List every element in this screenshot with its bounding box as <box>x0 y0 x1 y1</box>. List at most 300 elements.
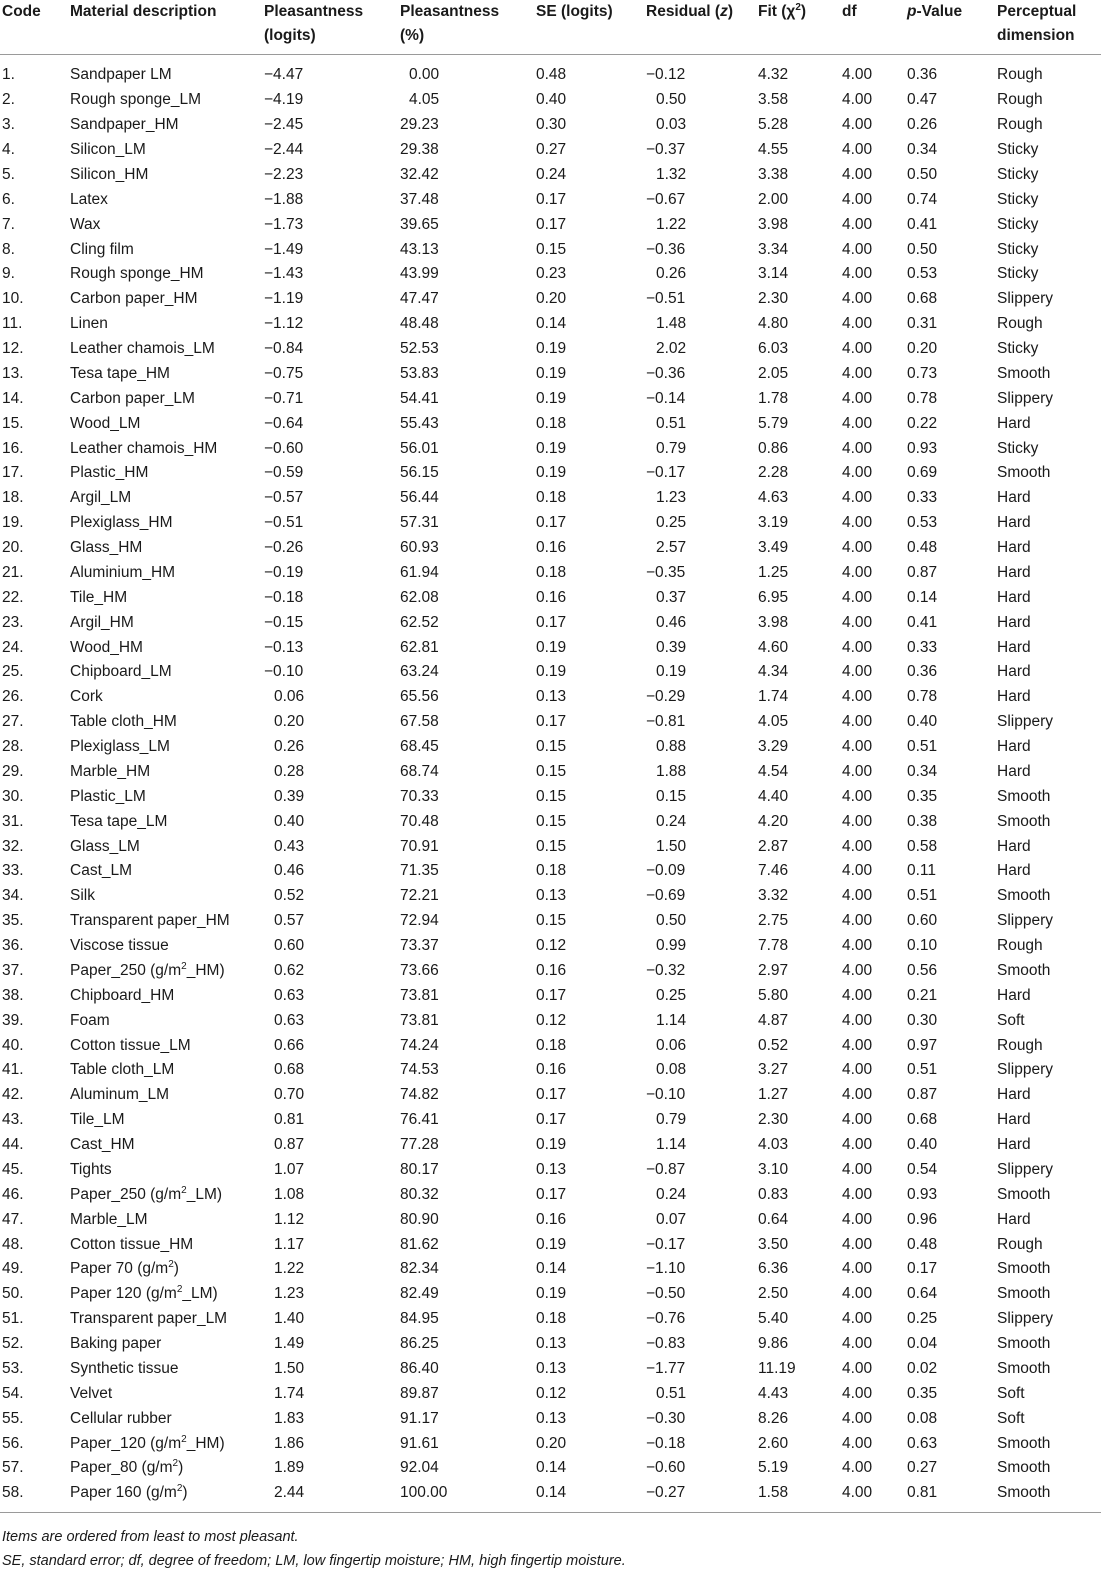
cell-fit-chi2: 3.38 <box>758 165 789 183</box>
cell-pleasantness-percent: 71.35 <box>400 862 439 880</box>
cell-perceptual-dimension: Hard <box>997 1210 1031 1228</box>
cell-perceptual-dimension: Slippery <box>997 912 1053 930</box>
cell-material-description: Cotton tissue_LM <box>70 1036 191 1054</box>
header-pleasantness-percent: Pleasantness (%) <box>400 3 500 44</box>
cell-code: 10. <box>2 290 24 308</box>
cell-material-description: Cellular rubber <box>70 1409 172 1427</box>
cell-material-description: Marble_LM <box>70 1210 148 1228</box>
cell-fit-chi2: 5.28 <box>758 116 789 134</box>
cell-pleasantness-logits: 1.49 <box>274 1335 305 1353</box>
table-row <box>0 1357 1101 1382</box>
cell-fit-chi2: 7.78 <box>758 937 789 955</box>
table-row <box>0 1133 1101 1158</box>
cell-residual-z: −0.17 <box>646 464 686 482</box>
cell-se-logits: 0.13 <box>536 1335 567 1353</box>
cell-pleasantness-percent: 65.56 <box>400 688 439 706</box>
table-row <box>0 1033 1101 1058</box>
table-row <box>0 1108 1101 1133</box>
table-row <box>0 1083 1101 1108</box>
cell-material-description: Tights <box>70 1160 112 1178</box>
cell-fit-chi2: 3.32 <box>758 887 789 905</box>
cell-pleasantness-percent: 100.00 <box>400 1484 448 1502</box>
table-row <box>0 1207 1101 1232</box>
cell-material-description: Sandpaper LM <box>70 66 172 84</box>
cell-code: 42. <box>2 1086 24 1104</box>
cell-df: 4.00 <box>842 190 873 208</box>
cell-fit-chi2: 4.32 <box>758 66 789 84</box>
cell-p-value: 0.10 <box>907 937 938 955</box>
cell-fit-chi2: 0.52 <box>758 1036 789 1054</box>
cell-perceptual-dimension: Smooth <box>997 1484 1051 1502</box>
cell-se-logits: 0.12 <box>536 937 567 955</box>
table-row <box>0 312 1101 337</box>
cell-df: 4.00 <box>842 290 873 308</box>
cell-material-description: Plastic_HM <box>70 464 149 482</box>
cell-se-logits: 0.19 <box>536 464 567 482</box>
table-row <box>0 1406 1101 1431</box>
cell-df: 4.00 <box>842 862 873 880</box>
cell-perceptual-dimension: Slippery <box>997 1310 1053 1328</box>
cell-p-value: 0.30 <box>907 1011 938 1029</box>
table-row <box>0 585 1101 610</box>
table-row <box>0 834 1101 859</box>
cell-df: 4.00 <box>842 663 873 681</box>
cell-material-description: Baking paper <box>70 1335 162 1353</box>
cell-se-logits: 0.12 <box>536 1384 567 1402</box>
table-row <box>0 1282 1101 1307</box>
cell-pleasantness-logits: 0.63 <box>274 1011 305 1029</box>
cell-p-value: 0.78 <box>907 688 938 706</box>
cell-perceptual-dimension: Smooth <box>997 1335 1051 1353</box>
cell-code: 14. <box>2 389 24 407</box>
cell-residual-z: 0.15 <box>656 787 687 805</box>
cell-pleasantness-percent: 62.81 <box>400 638 439 656</box>
cell-material-description: Marble_HM <box>70 762 151 780</box>
cell-material-description: Aluminium_HM <box>70 563 176 581</box>
cell-p-value: 0.33 <box>907 489 938 507</box>
cell-pleasantness-logits: 1.22 <box>274 1260 305 1278</box>
cell-fit-chi2: 5.40 <box>758 1310 789 1328</box>
cell-se-logits: 0.17 <box>536 215 567 233</box>
cell-pleasantness-percent: 91.17 <box>400 1409 439 1427</box>
cell-p-value: 0.51 <box>907 1061 938 1079</box>
header-p-value: p-Value <box>907 3 963 20</box>
cell-df: 4.00 <box>842 688 873 706</box>
cell-fit-chi2: 1.78 <box>758 389 789 407</box>
cell-pleasantness-percent: 73.66 <box>400 961 439 979</box>
cell-code: 17. <box>2 464 24 482</box>
cell-code: 39. <box>2 1011 24 1029</box>
cell-pleasantness-logits: 0.81 <box>274 1111 305 1129</box>
table-row <box>0 959 1101 984</box>
cell-pleasantness-percent: 72.21 <box>400 887 439 905</box>
cell-fit-chi2: 5.19 <box>758 1459 789 1477</box>
cell-perceptual-dimension: Smooth <box>997 464 1051 482</box>
cell-code: 19. <box>2 514 24 532</box>
cell-p-value: 0.36 <box>907 663 938 681</box>
cell-residual-z: −0.17 <box>646 1235 686 1253</box>
cell-fit-chi2: 3.10 <box>758 1160 789 1178</box>
cell-code: 37. <box>2 961 24 979</box>
cell-fit-chi2: 4.20 <box>758 812 789 830</box>
cell-pleasantness-percent: 62.08 <box>400 588 439 606</box>
cell-df: 4.00 <box>842 563 873 581</box>
cell-residual-z: −0.14 <box>646 389 686 407</box>
cell-perceptual-dimension: Smooth <box>997 364 1051 382</box>
cell-fit-chi2: 4.80 <box>758 315 789 333</box>
cell-df: 4.00 <box>842 1111 873 1129</box>
table-row <box>0 362 1101 387</box>
cell-p-value: 0.40 <box>907 713 938 731</box>
cell-df: 4.00 <box>842 1459 873 1477</box>
cell-fit-chi2: 4.87 <box>758 1011 789 1029</box>
cell-fit-chi2: 3.98 <box>758 613 789 631</box>
cell-fit-chi2: 1.27 <box>758 1086 789 1104</box>
cell-code: 27. <box>2 713 24 731</box>
cell-perceptual-dimension: Hard <box>997 738 1031 756</box>
cell-p-value: 0.14 <box>907 588 938 606</box>
cell-p-value: 0.35 <box>907 1384 938 1402</box>
cell-residual-z: −0.87 <box>646 1160 686 1178</box>
cell-df: 4.00 <box>842 912 873 930</box>
cell-pleasantness-percent: 57.31 <box>400 514 439 532</box>
cell-se-logits: 0.15 <box>536 240 567 258</box>
table-row <box>0 760 1101 785</box>
footnote-order: Items are ordered from least to most pleasant. <box>2 1529 299 1545</box>
cell-p-value: 0.04 <box>907 1335 938 1353</box>
cell-fit-chi2: 2.30 <box>758 290 789 308</box>
cell-pleasantness-percent: 55.43 <box>400 414 439 432</box>
cell-code: 49. <box>2 1260 24 1278</box>
cell-perceptual-dimension: Rough <box>997 1235 1043 1253</box>
cell-pleasantness-logits: 2.44 <box>274 1484 305 1502</box>
cell-fit-chi2: 9.86 <box>758 1335 789 1353</box>
cell-material-description: Paper_250 $(g/m^2\_HM)$ <box>70 960 225 979</box>
table-row <box>0 1456 1101 1481</box>
cell-pleasantness-logits: 1.86 <box>274 1434 305 1452</box>
header-residual-z: Residual (z) <box>646 3 733 20</box>
cell-code: 13. <box>2 364 24 382</box>
cell-pleasantness-logits: 1.07 <box>274 1160 305 1178</box>
cell-material-description: Cast_LM <box>70 862 133 880</box>
cell-se-logits: 0.14 <box>536 1260 567 1278</box>
cell-df: 4.00 <box>842 937 873 955</box>
cell-fit-chi2: 2.87 <box>758 837 789 855</box>
cell-df: 4.00 <box>842 91 873 109</box>
cell-code: 31. <box>2 812 24 830</box>
cell-perceptual-dimension: Hard <box>997 489 1031 507</box>
cell-material-description: Rough sponge_LM <box>70 91 201 109</box>
cell-material-description: Tile_LM <box>70 1111 125 1129</box>
cell-residual-z: 1.48 <box>656 315 687 333</box>
cell-df: 4.00 <box>842 414 873 432</box>
cell-material-description: Wood_LM <box>70 414 141 432</box>
cell-residual-z: −0.12 <box>646 66 686 84</box>
cell-fit-chi2: 4.03 <box>758 1136 789 1154</box>
cell-df: 4.00 <box>842 215 873 233</box>
cell-material-description: Wood_HM <box>70 638 143 656</box>
cell-material-description: Argil_HM <box>70 613 134 631</box>
cell-code: 48. <box>2 1235 24 1253</box>
cell-perceptual-dimension: Sticky <box>997 340 1039 358</box>
cell-df: 4.00 <box>842 1260 873 1278</box>
cell-perceptual-dimension: Sticky <box>997 265 1039 283</box>
cell-code: 43. <box>2 1111 24 1129</box>
cell-df: 4.00 <box>842 165 873 183</box>
cell-residual-z: 1.88 <box>656 762 687 780</box>
cell-material-description: Silicon_LM <box>70 141 146 159</box>
cell-se-logits: 0.19 <box>536 1136 567 1154</box>
cell-pleasantness-percent: 68.45 <box>400 738 439 756</box>
cell-perceptual-dimension: Rough <box>997 1036 1043 1054</box>
cell-material-description: Cling film <box>70 240 134 258</box>
cell-pleasantness-logits: −0.60 <box>264 439 304 457</box>
cell-df: 4.00 <box>842 1036 873 1054</box>
cell-material-description: Table cloth_HM <box>70 713 177 731</box>
cell-residual-z: 0.88 <box>656 738 687 756</box>
cell-residual-z: −0.50 <box>646 1285 686 1303</box>
cell-p-value: 0.20 <box>907 340 938 358</box>
cell-perceptual-dimension: Hard <box>997 414 1031 432</box>
cell-p-value: 0.87 <box>907 1086 938 1104</box>
cell-p-value: 0.69 <box>907 464 938 482</box>
cell-code: 29. <box>2 762 24 780</box>
cell-perceptual-dimension: Hard <box>997 563 1031 581</box>
table-row <box>0 909 1101 934</box>
cell-pleasantness-logits: −0.15 <box>264 613 304 631</box>
cell-pleasantness-percent: 61.94 <box>400 563 439 581</box>
cell-pleasantness-logits: −1.88 <box>264 190 304 208</box>
cell-perceptual-dimension: Smooth <box>997 812 1051 830</box>
cell-se-logits: 0.13 <box>536 688 567 706</box>
cell-code: 4. <box>2 141 15 159</box>
cell-perceptual-dimension: Smooth <box>997 787 1051 805</box>
header-pleasantness-logits: Pleasantness (logits) <box>264 3 364 44</box>
cell-residual-z: 2.02 <box>656 340 687 358</box>
table-row <box>0 262 1101 287</box>
cell-perceptual-dimension: Hard <box>997 1136 1031 1154</box>
cell-se-logits: 0.19 <box>536 1285 567 1303</box>
cell-pleasantness-percent: 84.95 <box>400 1310 439 1328</box>
cell-material-description: Paper_80 $(g/m^2)$ <box>70 1458 184 1477</box>
cell-fit-chi2: 2.05 <box>758 364 789 382</box>
cell-df: 4.00 <box>842 389 873 407</box>
cell-pleasantness-percent: 29.38 <box>400 141 439 159</box>
cell-se-logits: 0.16 <box>536 588 567 606</box>
cell-perceptual-dimension: Hard <box>997 862 1031 880</box>
cell-code: 8. <box>2 240 15 258</box>
cell-fit-chi2: 7.46 <box>758 862 789 880</box>
cell-df: 4.00 <box>842 961 873 979</box>
cell-pleasantness-percent: 0.00 <box>409 66 440 84</box>
cell-se-logits: 0.14 <box>536 1459 567 1477</box>
cell-se-logits: 0.17 <box>536 613 567 631</box>
cell-fit-chi2: 5.80 <box>758 986 789 1004</box>
cell-p-value: 0.41 <box>907 215 938 233</box>
cell-material-description: Rough sponge_HM <box>70 265 204 283</box>
table-row <box>0 113 1101 138</box>
cell-fit-chi2: 2.50 <box>758 1285 789 1303</box>
cell-se-logits: 0.24 <box>536 165 567 183</box>
table-row <box>0 1182 1101 1207</box>
cell-pleasantness-percent: 43.99 <box>400 265 439 283</box>
cell-perceptual-dimension: Sticky <box>997 190 1039 208</box>
cell-pleasantness-logits: −2.23 <box>264 165 304 183</box>
cell-code: 40. <box>2 1036 24 1054</box>
header-perceptual-dimension: Perceptual dimension <box>997 3 1077 44</box>
cell-fit-chi2: 4.40 <box>758 787 789 805</box>
table-row <box>0 237 1101 262</box>
cell-fit-chi2: 2.97 <box>758 961 789 979</box>
cell-df: 4.00 <box>842 240 873 258</box>
cell-se-logits: 0.19 <box>536 663 567 681</box>
cell-df: 4.00 <box>842 986 873 1004</box>
cell-p-value: 0.53 <box>907 514 938 532</box>
cell-pleasantness-logits: −1.49 <box>264 240 304 258</box>
cell-code: 32. <box>2 837 24 855</box>
cell-pleasantness-percent: 62.52 <box>400 613 439 631</box>
cell-df: 4.00 <box>842 539 873 557</box>
cell-residual-z: −0.37 <box>646 141 686 159</box>
cell-df: 4.00 <box>842 812 873 830</box>
cell-perceptual-dimension: Rough <box>997 937 1043 955</box>
cell-df: 4.00 <box>842 837 873 855</box>
cell-residual-z: 0.50 <box>656 912 687 930</box>
cell-pleasantness-logits: 0.28 <box>274 762 305 780</box>
cell-se-logits: 0.13 <box>536 1359 567 1377</box>
cell-perceptual-dimension: Hard <box>997 688 1031 706</box>
cell-pleasantness-percent: 74.53 <box>400 1061 439 1079</box>
cell-p-value: 0.74 <box>907 190 938 208</box>
cell-p-value: 0.31 <box>907 315 938 333</box>
cell-se-logits: 0.15 <box>536 762 567 780</box>
cell-p-value: 0.97 <box>907 1036 938 1054</box>
table-header <box>0 0 1101 55</box>
cell-pleasantness-logits: 0.20 <box>274 713 305 731</box>
footnote-abbreviations: SE, standard error; df, degree of freedom; LM, low fingertip moisture; HM, high fingertip moisture. <box>2 1553 626 1569</box>
cell-perceptual-dimension: Hard <box>997 986 1031 1004</box>
cell-pleasantness-percent: 39.65 <box>400 215 439 233</box>
cell-pleasantness-percent: 43.13 <box>400 240 439 258</box>
cell-perceptual-dimension: Hard <box>997 762 1031 780</box>
cell-pleasantness-percent: 70.48 <box>400 812 439 830</box>
cell-pleasantness-logits: −0.19 <box>264 563 304 581</box>
cell-pleasantness-percent: 60.93 <box>400 539 439 557</box>
cell-se-logits: 0.19 <box>536 364 567 382</box>
cell-se-logits: 0.17 <box>536 713 567 731</box>
cell-pleasantness-percent: 70.91 <box>400 837 439 855</box>
cell-code: 56. <box>2 1434 24 1452</box>
cell-p-value: 0.68 <box>907 290 938 308</box>
cell-fit-chi2: 3.14 <box>758 265 789 283</box>
cell-pleasantness-percent: 63.24 <box>400 663 439 681</box>
cell-material-description: Plastic_LM <box>70 787 146 805</box>
cell-df: 4.00 <box>842 1011 873 1029</box>
cell-code: 51. <box>2 1310 24 1328</box>
cell-perceptual-dimension: Rough <box>997 315 1043 333</box>
cell-pleasantness-logits: 0.62 <box>274 961 305 979</box>
cell-material-description: Latex <box>70 190 108 208</box>
cell-residual-z: −0.18 <box>646 1434 686 1452</box>
cell-p-value: 0.51 <box>907 738 938 756</box>
cell-material-description: Glass_HM <box>70 539 143 557</box>
table-row <box>0 635 1101 660</box>
cell-pleasantness-percent: 73.37 <box>400 937 439 955</box>
cell-perceptual-dimension: Hard <box>997 514 1031 532</box>
cell-code: 36. <box>2 937 24 955</box>
cell-pleasantness-logits: 0.70 <box>274 1086 305 1104</box>
cell-df: 4.00 <box>842 1136 873 1154</box>
cell-se-logits: 0.17 <box>536 986 567 1004</box>
cell-material-description: Argil_LM <box>70 489 132 507</box>
cell-p-value: 0.50 <box>907 165 938 183</box>
cell-pleasantness-logits: 0.43 <box>274 837 305 855</box>
cell-residual-z: −0.29 <box>646 688 686 706</box>
cell-se-logits: 0.27 <box>536 141 567 159</box>
cell-se-logits: 0.18 <box>536 563 567 581</box>
cell-fit-chi2: 2.28 <box>758 464 789 482</box>
cell-df: 4.00 <box>842 141 873 159</box>
table-row <box>0 710 1101 735</box>
table-row <box>0 1431 1101 1456</box>
cell-p-value: 0.21 <box>907 986 938 1004</box>
cell-se-logits: 0.18 <box>536 1036 567 1054</box>
cell-residual-z: 0.08 <box>656 1061 687 1079</box>
cell-material-description: Velvet <box>70 1384 113 1402</box>
cell-fit-chi2: 4.63 <box>758 489 789 507</box>
cell-se-logits: 0.17 <box>536 1111 567 1129</box>
cell-residual-z: 0.51 <box>656 414 687 432</box>
cell-code: 26. <box>2 688 24 706</box>
cell-df: 4.00 <box>842 1484 873 1502</box>
cell-df: 4.00 <box>842 787 873 805</box>
cell-fit-chi2: 2.75 <box>758 912 789 930</box>
cell-residual-z: −0.10 <box>646 1086 686 1104</box>
cell-pleasantness-logits: −0.51 <box>264 514 304 532</box>
cell-perceptual-dimension: Smooth <box>997 961 1051 979</box>
cell-pleasantness-logits: 0.39 <box>274 787 305 805</box>
cell-fit-chi2: 2.60 <box>758 1434 789 1452</box>
cell-se-logits: 0.15 <box>536 738 567 756</box>
cell-p-value: 0.53 <box>907 265 938 283</box>
cell-pleasantness-percent: 29.23 <box>400 116 439 134</box>
cell-residual-z: 0.50 <box>656 91 687 109</box>
cell-perceptual-dimension: Slippery <box>997 389 1053 407</box>
cell-perceptual-dimension: Hard <box>997 588 1031 606</box>
cell-residual-z: 1.14 <box>656 1011 687 1029</box>
cell-material-description: Wax <box>70 215 101 233</box>
table-row <box>0 983 1101 1008</box>
cell-fit-chi2: 4.60 <box>758 638 789 656</box>
cell-se-logits: 0.18 <box>536 489 567 507</box>
cell-pleasantness-percent: 54.41 <box>400 389 439 407</box>
cell-se-logits: 0.16 <box>536 1210 567 1228</box>
cell-code: 38. <box>2 986 24 1004</box>
cell-code: 23. <box>2 613 24 631</box>
cell-pleasantness-logits: −0.59 <box>264 464 304 482</box>
cell-pleasantness-logits: −0.57 <box>264 489 304 507</box>
cell-pleasantness-percent: 48.48 <box>400 315 439 333</box>
cell-pleasantness-percent: 47.47 <box>400 290 439 308</box>
cell-pleasantness-logits: 0.68 <box>274 1061 305 1079</box>
cell-df: 4.00 <box>842 1359 873 1377</box>
table-row <box>0 88 1101 113</box>
cell-df: 4.00 <box>842 1310 873 1328</box>
cell-residual-z: −0.09 <box>646 862 686 880</box>
cell-pleasantness-logits: −2.45 <box>264 116 304 134</box>
table-row <box>0 1008 1101 1033</box>
cell-code: 22. <box>2 588 24 606</box>
